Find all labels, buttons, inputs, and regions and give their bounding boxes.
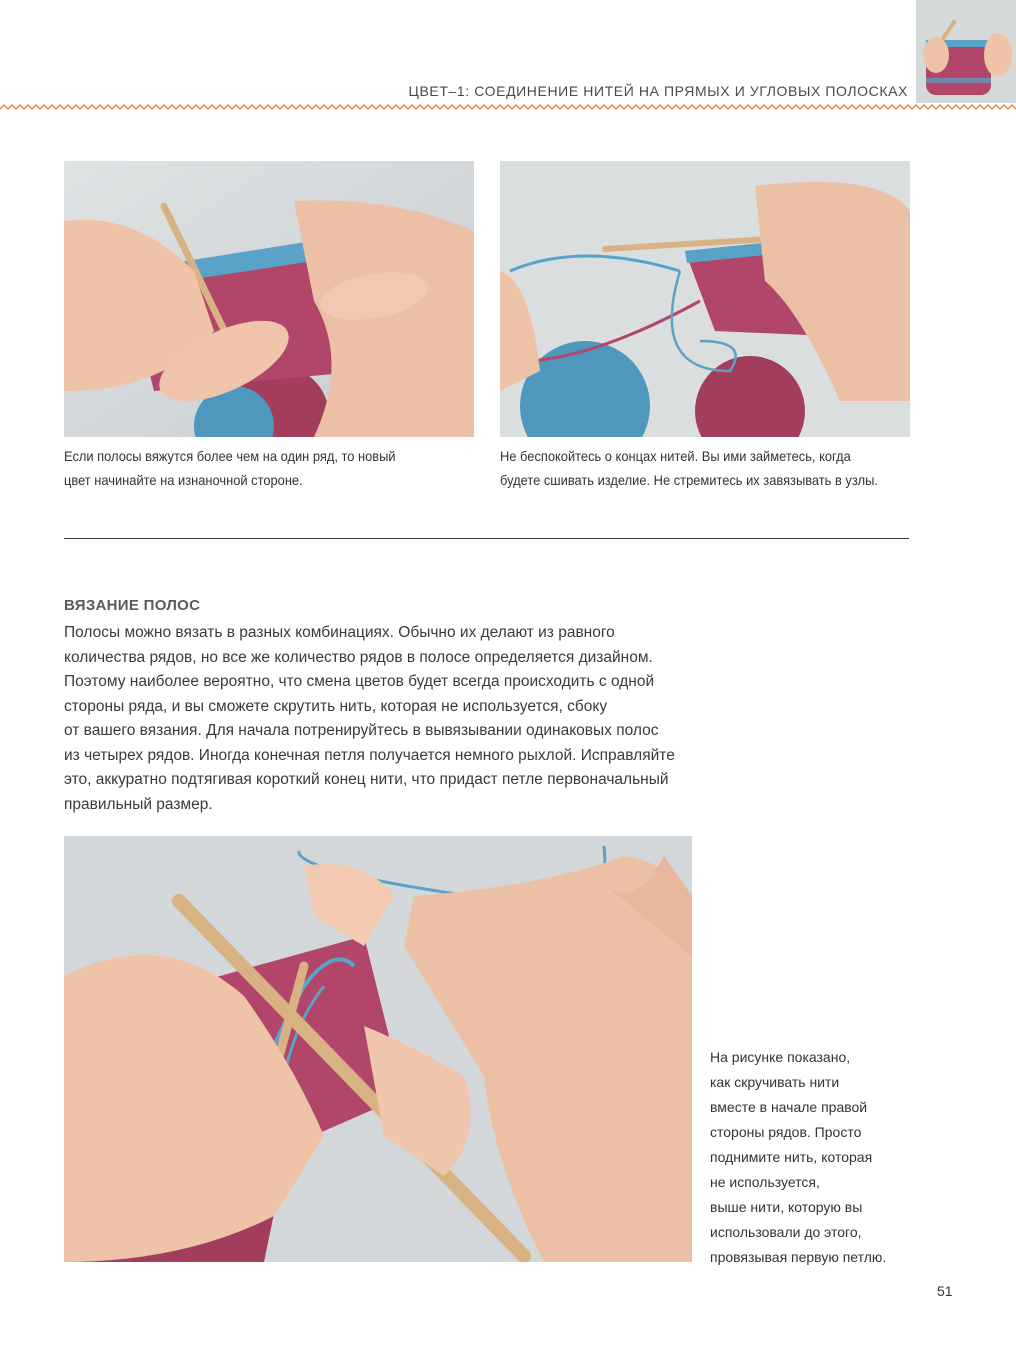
- caption-bottom-photo: [710, 1045, 910, 1270]
- body-line: из четырех рядов. Иногда конечная петля получается немного рыхлой. Исправляйте: [64, 746, 675, 764]
- body-line: Полосы можно вязать в разных комбинациях. Обычно их делают из равного: [64, 624, 615, 641]
- caption-line: выше нити, которую вы: [710, 1199, 863, 1215]
- body-line: от вашего вязания. Для начала потренируйтесь в вывязывании одинаковых полос: [64, 722, 659, 739]
- caption-line: будете сшивать изделие. Не стремитесь их завязывать в узлы.: [500, 472, 878, 488]
- caption-line: вместе в начале правой: [710, 1099, 868, 1115]
- photo-knitting-loose-ends: [500, 161, 910, 437]
- body-line: это, аккуратно подтягивая короткий конец нити, что придаст петле первоначальный: [64, 771, 669, 788]
- section-heading: ВЯЗАНИЕ ПОЛОС: [64, 597, 201, 614]
- caption-line: провязывая первую петлю.: [710, 1249, 887, 1265]
- caption-line: использовали до этого,: [710, 1224, 862, 1240]
- caption-line: поднимите нить, которая: [710, 1149, 873, 1165]
- body-line: правильный размер.: [64, 795, 213, 813]
- running-header: ЦВЕТ–1: СОЕДИНЕНИЕ НИТЕЙ НА ПРЯМЫХ И УГЛОВЫХ ПОЛОСКАХ: [408, 83, 908, 99]
- caption-line: как скручивать нити: [710, 1074, 840, 1090]
- photo-twisting-yarns: [64, 836, 692, 1262]
- body-line: стороны ряда, и вы сможете скрутить нить, которая не используется, сбоку: [64, 697, 608, 715]
- body-line: количества рядов, но все же количество рядов в полосе определяется дизайном.: [64, 648, 653, 666]
- caption-top-right: [500, 444, 878, 492]
- photo-knitting-wrong-side: [64, 161, 474, 437]
- section-divider: [64, 538, 909, 539]
- page-number: 51: [937, 1283, 953, 1299]
- caption-line: стороны рядов. Просто: [710, 1124, 862, 1140]
- caption-line: Не беспокойтесь о концах нитей. Вы ими займетесь, когда: [500, 448, 851, 464]
- corner-thumbnail-photo: [916, 0, 1016, 103]
- caption-top-left: [64, 444, 396, 492]
- header-zigzag-rule: [0, 103, 1016, 111]
- body-line: Поэтому наиболее вероятно, что смена цветов будет всегда происходить с одной: [64, 673, 655, 690]
- caption-line: На рисунке показано,: [710, 1049, 851, 1065]
- section-body: [64, 621, 764, 817]
- caption-line: цвет начинайте на изнаночной стороне.: [64, 472, 303, 488]
- caption-line: не используется,: [710, 1174, 820, 1190]
- caption-line: Если полосы вяжутся более чем на один ряд, то новый: [64, 448, 396, 464]
